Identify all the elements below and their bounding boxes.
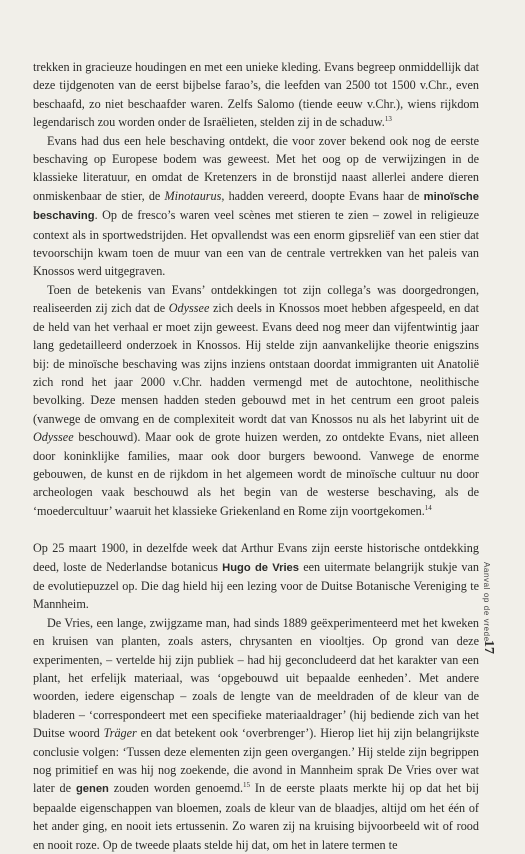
book-page-text: [33, 58, 479, 854]
key-term: genen: [75, 783, 109, 796]
paragraph: Evans had dus een hele beschaving ontdekt, die voor zover bekend ook nog de eerste beschaving op Europese bodem was geweest. Met het oog op de verwijzingen in de klassieke literatuur, en omdat de Kretenzers in de bronstijd naast allerlei andere dieren onmiskenbaar de stier, de Minotaurus, hadden vereerd, doopte Evans haar de minoïsche beschaving. Op de fresco’s waren veel scènes met stieren te zien – zowel in religieuze context als in sportwedstrijden. Het opvallendst was een enorm gipsreliëf van een stier dat tevoorschijn kwam toen de muur van een van de centrale vertrekken van het paleis van Knossos werd uitgegraven.: [33, 133, 479, 279]
footnote-ref: 15: [243, 781, 251, 790]
page-number: 17: [481, 640, 496, 654]
footnote-ref: 14: [424, 503, 432, 512]
paragraph: De Vries, een lange, zwijgzame man, had sinds 1889 geëxperimenteerd met het kweken en kruisen van planten, zoals asters, chrysanten en viooltjes. Op grond van deze experimenten, – vertelde hij zijn publiek – had hij geconcludeerd dat het karakter van een plant, het erfelijk materiaal, was ‘opgebouwd uit bepaalde eenheden’. Met andere woorden, iedere eigenschap – zoals de lengte van de meeldraden of de kleur van de bladeren – ‘correspondeert met een specifieke materiaaldrager’ (hij bediende zich van het Duitse woord Träger en dat betekent ook ‘overbrenger’). Hierop liet hij zijn belangrijkste conclusie volgen: ‘Tussen deze elementen zijn geen overgangen.’ Hij stelde zijn begrippen nog primitief en was hij nog zoekende, die avond in Mannheim sprak De Vries over wat later de genen zouden worden genoemd.$^{15}$ In de eerste plaats merkte hij op dat het bij bepaalde eigenschappen van bloemen, zoals de kleur van de blaadjes, altijd om het één of het ander ging, en nooit iets ertussenin. Zo waren zij na kruising bijvoorbeeld wit of rood en nooit roze. Op de tweede plaats stelde hij dat, om het in latere termen te: [33, 615, 479, 852]
key-term: minoïsche beschaving: [33, 190, 479, 223]
key-term: Hugo de Vries: [222, 561, 300, 574]
paragraph: Op 25 maart 1900, in dezelfde week dat Arthur Evans zijn eerste historische ontdekking deed, loste de Nederlandse botanicus Hugo de Vries een uitermate belangrijk stukje van de evolutiepuzzel op. Die dag hield hij een lezing voor de Duitse Botanische Vereniging te Mannheim.: [33, 541, 479, 612]
paragraph: trekken in gracieuze houdingen en met een unieke kleding. Evans begreep onmiddellijk dat deze tijdgenoten van de eerst bijbelse farao’s, die leefden van 2500 tot 1500 v.Chr., even beschaafd, zo niet beschaafder waren. Zelfs Salomo (tiende eeuw v.Chr.), wiens rijkdom legendarisch zou worden onder de Israëlieten, stelden zij in de schaduw.$^{13}$: [33, 60, 479, 130]
footnote-ref: 13: [384, 115, 392, 124]
paragraph: Toen de betekenis van Evans’ ontdekkingen tot zijn collega’s was doorgedrongen, realiseerden zij zich dat de Odyssee zich deels in Knossos moet hebben afgespeeld, en dat de held van het verhaal er moet zijn geweest. Evans deed nog meer dan vijfentwintig jaar lang gedetailleerd onderzoek in Knossos. Hij stelde zijn aanvankelijke theorie enigszins bij: de minoïsche beschaving was zijns inziens ontstaan doordat immigranten uit Anatolië zich rond het jaar 2000 v.Chr. hadden vermengd met de autochtone, neolithische bevolking. Deze mensen hadden steden gebouwd met in het centrum een groot paleis (vanwege de omvang en de complexiteit wordt dat van Knossos nu als het labyrint uit de Odyssee beschouwd). Maar ook de grote huizen werden, zo ontdekte Evans, niet alleen door koninklijke families, maar ook door burgers bewoond. Vanwege de enorme gebouwen, de kunst en de rijkdom in het algemeen wordt de minoïsche cultuur nu door archeologen vaak beschouwd als het begin van de westerse beschaving, als de ‘moedercultuur’ waaruit het klassieke Griekenland en Rome zijn voortgekomen.$^{14}$: [33, 282, 479, 518]
running-head: Aanval op de vrede: [482, 562, 491, 642]
